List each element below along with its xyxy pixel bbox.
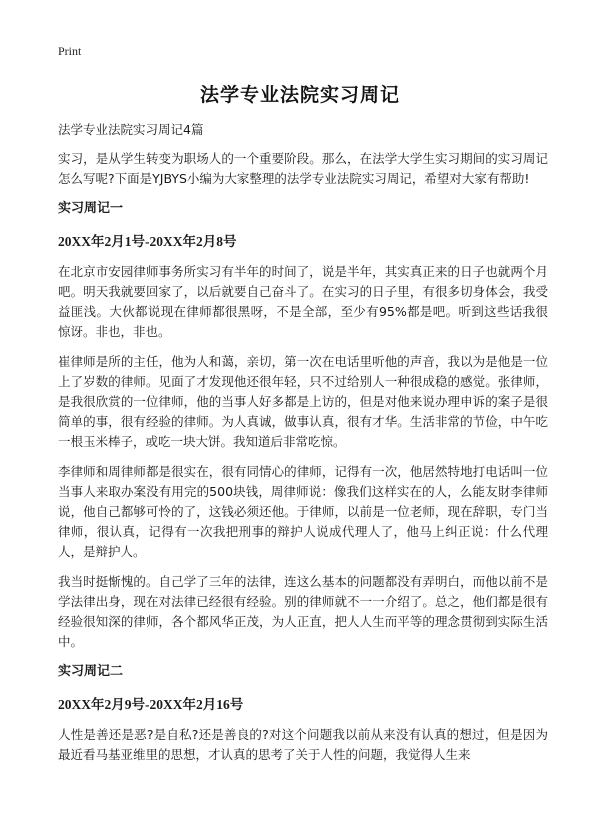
document-subtitle: 法学专业法院实习周记4篇 — [58, 122, 204, 137]
section-date-range: 20XX年2月9号-20XX年2月16号 — [58, 697, 244, 712]
section-heading: 实习周记一 — [58, 201, 124, 216]
body-paragraph: 人性是善还是恶?是自私?还是善良的?对这个问题我以前从来没有认真的想过，但是因为最近看马基亚维里的思想，才认真的思考了关于人性的问题，我觉得人生来 — [58, 727, 548, 762]
section-date-range: 20XX年2月1号-20XX年2月8号 — [58, 234, 237, 249]
document-title: 法学专业法院实习周记 — [199, 84, 400, 106]
body-paragraph: 李律师和周律师都是很实在，很有同情心的律师，记得有一次，他居然特地打电话叫一位当事人来取办案没有用完的500块钱，周律师说：像我们这样实在的人，么能友財李律师说，他自己都够可怜的了，这钱必须还他。于律师，以前是一位老师，现在辞职，专门当律师，很认真，记得有一次我把刑事的辩护人说成代理人了，他马上纠正说：什么代理人，是辩护人。 — [58, 464, 548, 559]
intro-paragraph: 实习，是从学生转变为职场人的一个重要阶段。那么，在法学大学生实习期间的实习周记怎么写呢?下面是YJBYS小编为大家整理的法学专业法院实习周记，希望对大家有帮助! — [58, 151, 548, 186]
document-body — [58, 119, 548, 775]
body-paragraph: 崔律师是所的主任，他为人和蔼，亲切，第一次在电话里听他的声音，我以为是他是一位上了岁数的律师。见面了才发现他还很年轻，只不过给别人一种很成稳的感觉。张律师，是我很欣赏的一位律师，他的当事人好多都是上访的，但是对他来说办理申诉的案子是很简单的事，很有经验的律师。为人真诚，做事认真，很有才华。生活非常的节俭，中午吃一根玉米棒子，或吃一块大饼。我知道后非常吃惊。 — [58, 354, 548, 449]
body-paragraph: 在北京市安园律师事务所实习有半年的时间了，说是半年，其实真正来的日子也就两个月吧。明天我就要回家了，以后就要自己奋斗了。在实习的日子里，有很多切身体会，我受益匪浅。大伙都说现在律师都很黑呀，不是全部，至少有95%都是吧。听到这些话我很惊讶。非也，非也。 — [58, 264, 548, 339]
print-link[interactable]: Print — [58, 44, 82, 58]
section-heading: 实习周记二 — [58, 664, 124, 679]
body-paragraph: 我当时挺惭愧的。自己学了三年的法律，连这么基本的问题都没有弄明白，而他以前不是学法律出身，现在对法律已经很有经验。别的律师就不一一介绍了。总之，他们都是很有经验很知深的律师，各个都风华正茂，为人正直，把人人生而平等的理念贯彻到实际生活中。 — [58, 574, 548, 649]
